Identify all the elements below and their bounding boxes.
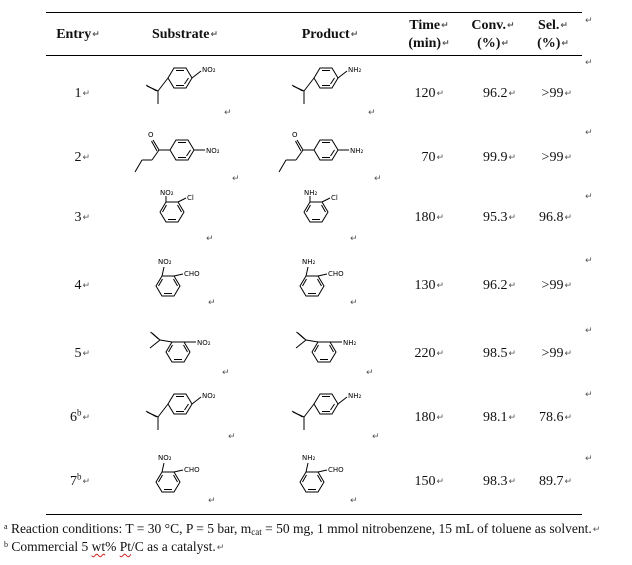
cell-selectivity: >99↵ (541, 346, 572, 361)
svg-text:NH₂: NH₂ (348, 392, 362, 400)
svg-text:CHO: CHO (184, 270, 200, 278)
svg-text:NH₂: NH₂ (348, 66, 362, 74)
cell-conversion: 96.2↵ (482, 86, 516, 101)
svg-text:CHO: CHO (328, 270, 344, 278)
paragraph-mark: ↵ (372, 432, 380, 442)
cell-entry: 4↵ (74, 278, 90, 293)
substrate-structure (130, 324, 230, 382)
paragraph-mark: ↵ (366, 368, 374, 378)
footnote-b: $^b$ Commercial 5 wt% Pt/C as a catalyst.↵ (4, 539, 225, 554)
substrate-structure (138, 386, 238, 448)
svg-text:Cl: Cl (331, 194, 338, 202)
substrate-structure (138, 60, 238, 122)
cell-time: 220↵ (414, 346, 444, 361)
cell-entry: 7$^b$↵ (69, 471, 90, 489)
svg-text:NO₂: NO₂ (158, 454, 172, 462)
cell-entry: 3↵ (74, 210, 90, 225)
cell-time: 130↵ (414, 278, 444, 293)
cell-conversion: 98.5↵ (482, 346, 516, 361)
svg-text:NH₂: NH₂ (350, 147, 364, 155)
cell-time: 70↵ (421, 150, 444, 165)
cell-time: 180↵ (414, 410, 444, 425)
svg-text:NH₂: NH₂ (302, 454, 316, 462)
svg-text:O: O (148, 131, 154, 139)
cell-entry: 6$^b$↵ (69, 407, 90, 425)
paragraph-mark: ↵ (585, 16, 593, 26)
svg-text:NO₂: NO₂ (206, 147, 220, 155)
cell-selectivity: >99↵ (541, 150, 572, 165)
product-structure (290, 450, 370, 510)
cell-conversion: 96.2↵ (482, 278, 516, 293)
cell-conversion: 99.9↵ (482, 150, 516, 165)
paragraph-mark: ↵ (585, 128, 593, 138)
paragraph-mark: ↵ (350, 298, 358, 308)
svg-text:CHO: CHO (184, 466, 200, 474)
cell-time: 180↵ (414, 210, 444, 225)
svg-text:NO₂: NO₂ (160, 189, 174, 197)
svg-text:NH₂: NH₂ (304, 189, 318, 197)
cell-selectivity: >99↵ (541, 278, 572, 293)
paragraph-mark: ↵ (585, 58, 593, 68)
header-time: Time↵ (min)↵ (408, 18, 450, 51)
substrate-structure (146, 188, 226, 246)
svg-text:NH₂: NH₂ (343, 339, 357, 347)
paragraph-mark: ↵ (350, 496, 358, 506)
product-structure (276, 324, 376, 382)
header-selectivity: Sel.↵ (%)↵ (537, 18, 569, 51)
svg-text:O: O (292, 131, 298, 139)
paragraph-mark: ↵ (222, 368, 230, 378)
cell-conversion: 98.1↵ (482, 410, 516, 425)
table-top-rule (46, 12, 582, 13)
paragraph-mark: ↵ (232, 174, 240, 184)
svg-text:Cl: Cl (187, 194, 194, 202)
svg-text:NO₂: NO₂ (158, 258, 172, 266)
paragraph-mark: ↵ (368, 108, 376, 118)
cell-time: 150↵ (414, 474, 444, 489)
paragraph-mark: ↵ (585, 192, 593, 202)
svg-text:NO₂: NO₂ (197, 339, 211, 347)
svg-text:NO₂: NO₂ (202, 392, 216, 400)
paragraph-mark: ↵ (224, 108, 232, 118)
header-entry: Entry↵ (56, 27, 100, 42)
cell-conversion: 95.3↵ (482, 210, 516, 225)
svg-text:NO₂: NO₂ (202, 66, 216, 74)
cell-entry: 2↵ (74, 150, 90, 165)
paragraph-mark: ↵ (585, 256, 593, 266)
cell-time: 120↵ (414, 86, 444, 101)
paragraph-mark: ↵ (585, 326, 593, 336)
paragraph-mark: ↵ (585, 454, 593, 464)
cell-conversion: 98.3↵ (482, 474, 516, 489)
product-structure (284, 386, 384, 448)
product-structure (290, 188, 370, 246)
product-structure (270, 126, 382, 188)
header-substrate: Substrate↵ (151, 27, 219, 42)
table-header-rule (46, 55, 582, 56)
product-structure (290, 254, 370, 314)
cell-selectivity: >99↵ (541, 86, 572, 101)
paragraph-mark: ↵ (206, 234, 214, 244)
svg-text:NH₂: NH₂ (302, 258, 316, 266)
paragraph-mark: ↵ (350, 234, 358, 244)
paragraph-mark: ↵ (208, 298, 216, 308)
paragraph-mark: ↵ (374, 174, 382, 184)
paragraph-mark: ↵ (208, 496, 216, 506)
table-bottom-rule (46, 514, 582, 515)
paragraph-mark: ↵ (228, 432, 236, 442)
cell-selectivity: 78.6↵ (538, 410, 572, 425)
paragraph-mark: ↵ (585, 390, 593, 400)
cell-selectivity: 96.8↵ (538, 210, 572, 225)
header-conversion: Conv.↵ (%)↵ (471, 18, 515, 51)
substrate-structure (126, 126, 238, 188)
svg-text:CHO: CHO (328, 466, 344, 474)
cell-entry: 1↵ (74, 86, 90, 101)
cell-entry: 5↵ (74, 346, 90, 361)
cell-selectivity: 89.7↵ (538, 474, 572, 489)
footnote-a: $^a$ Reaction conditions: T = 30 °C, P = 5 bar, $m_{cat} = 50$ mg, 1 mmol nitrobenzene, 15 mL of toluene as solvent.↵ (4, 521, 601, 537)
header-product: Product↵ (301, 27, 359, 42)
